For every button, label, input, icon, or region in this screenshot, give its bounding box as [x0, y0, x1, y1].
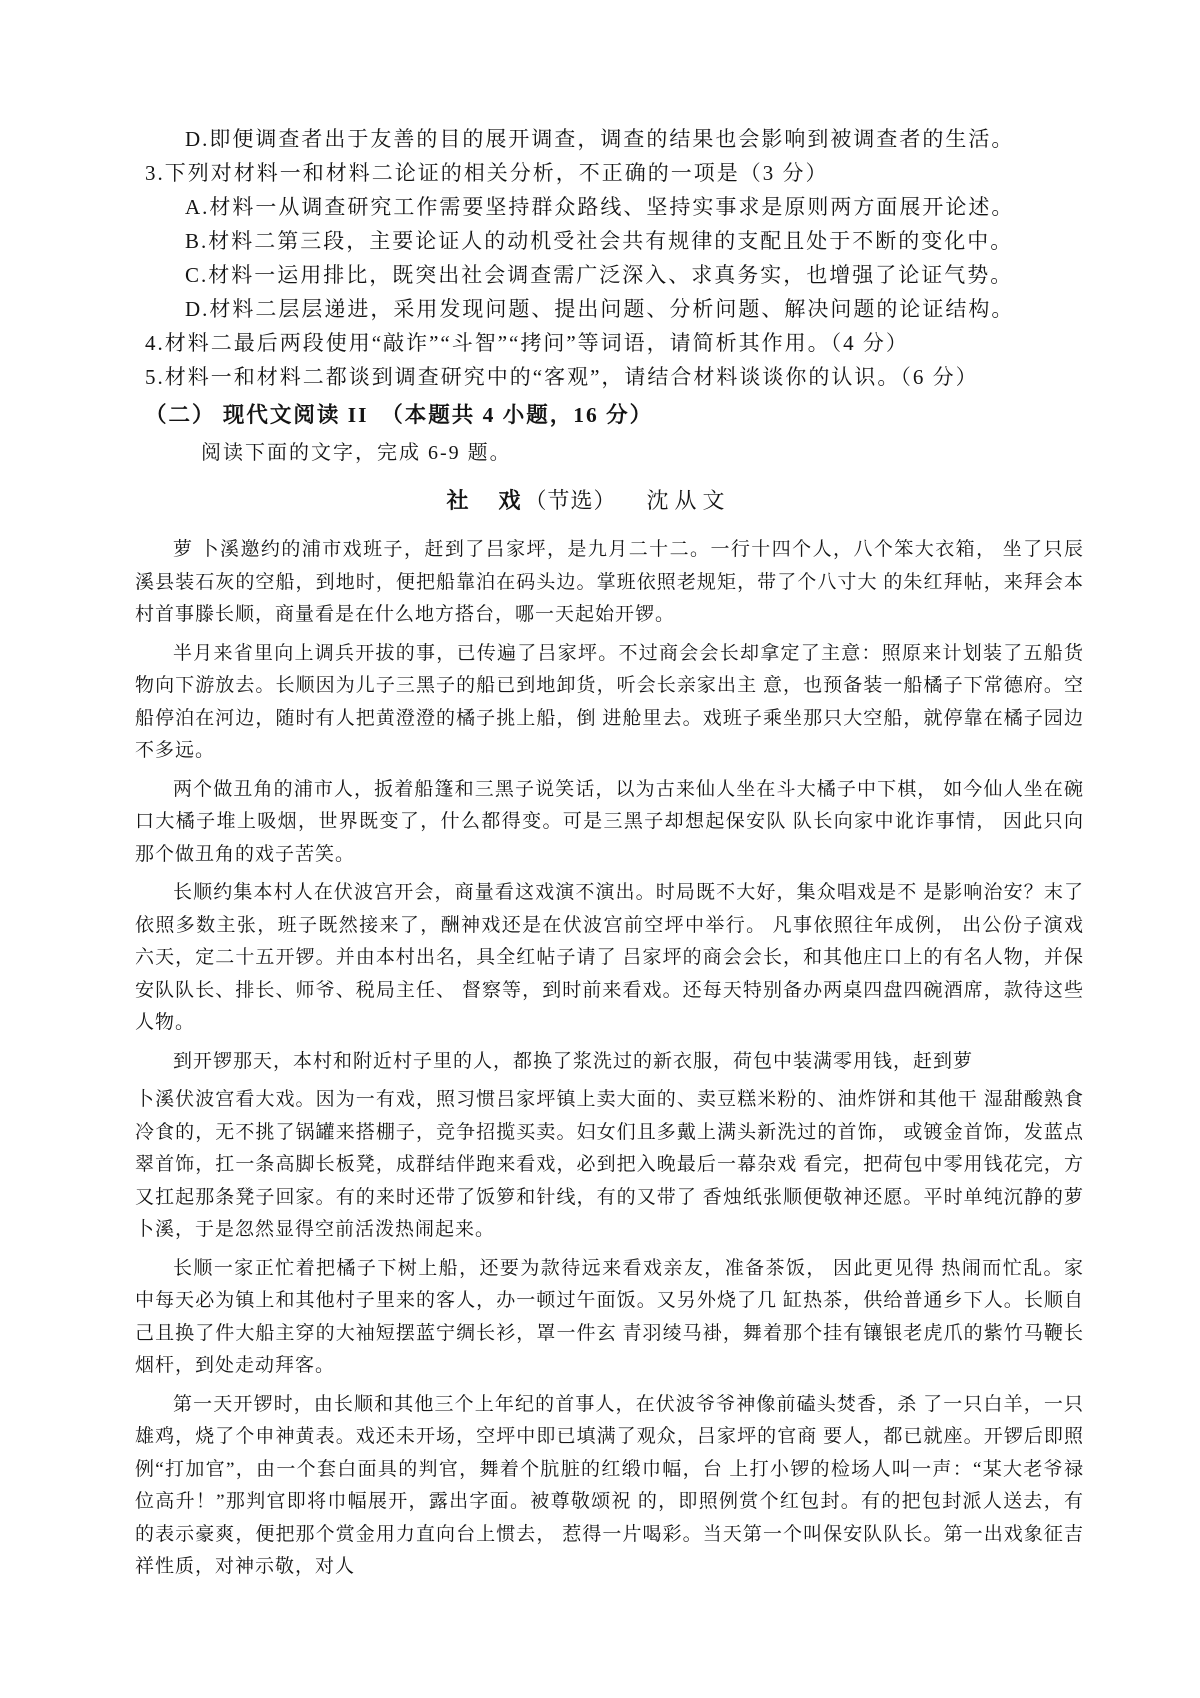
passage-subtitle: （节选）	[524, 488, 617, 513]
passage-paragraph: 到开锣那天，本村和附近村子里的人，都换了浆洗过的新衣服，荷包中装满零用钱，赶到萝	[173, 1050, 974, 1072]
option-line-c-q3: C.材料一运用排比，既突出社会调查需广泛深入、求真务实，也增强了论证气势。	[185, 263, 1014, 287]
passage-body	[135, 534, 1084, 1584]
passage-author: 沈从文	[646, 488, 731, 513]
passage-paragraph: 半月来省里向上调兵开拔的事，已传遍了吕家坪。不过商会会长却拿定了主意：照原来计划装了五船货物向下游放去。长顺因为儿子三黑子的船已到地卸货，听会长亲家出主 意，也预备装一船橘子下常德府。空船停泊在河边，随时有人把黄澄澄的橘子挑上船，倒 进舱里去。戏班子乘坐那只大空船，就停靠在橘子园边不多远。	[135, 642, 1084, 761]
passage-paragraph: 两个做丑角的浦市人，扳着船篷和三黑子说笑话，以为古来仙人坐在斗大橘子中下棋， 如今仙人坐在碗口大橘子堆上吸烟，世界既变了，什么都得变。可是三黑子却想起保安队 队长向家中讹诈事情， 因此只向那个做丑角的戏子苦笑。	[135, 778, 1084, 865]
section-heading: （二） 现代文阅读 II （本题共 4 小题，16 分）	[145, 403, 654, 427]
passage-paragraph: 长顺约集本村人在伏波宫开会，商量看这戏演不演出。时局既不大好，集众唱戏是不 是影响治安？末了依照多数主张，班子既然接来了，酬神戏还是在伏波宫前空坪中举行。 凡事依照往年成例， 出公份子演戏六天，定二十五开锣。并由本村出名，具全红帖子请了 吕家坪的商会会长，和其他庄口上的有名人物，并保安队队长、排长、师爷、税局主任、 督察等，到时前来看戏。还每天特别备办两桌四盘四碗酒席，款待这些人物。	[135, 882, 1084, 1033]
passage-title-line	[145, 484, 1032, 518]
question-line-4: 4.材料二最后两段使用“敲诈”“斗智”“拷问”等词语，请简析其作用。（4 分）	[145, 331, 909, 355]
passage-paragraph: 卜溪伏波宫看大戏。因为一有戏，照习惯吕家坪镇上卖大面的、卖豆糕米粉的、油炸饼和其他干 湿甜酸熟食冷食的，无不挑了锅罐来搭棚子，竞争招揽买卖。妇女们且多戴上满头新洗过的首饰， 或镀金首饰，发蓝点翠首饰，扛一条高脚长板凳，成群结伴跑来看戏，必到把入晚最后一幕杂戏 看完，把荷包中零用钱花完，方又扛起那条凳子回家。有的来时还带了饭箩和针线，有的又带了 香烛纸张顺便敬神还愿。平时单纯沉静的萝 卜溪，于是忽然显得空前活泼热闹起来。	[135, 1089, 1084, 1240]
passage-paragraph: 萝 卜溪邀约的浦市戏班子，赶到了吕家坪，是九月二十二。一行十四个人，八个笨大衣箱， 坐了只辰溪县装石灰的空船，到地时，便把船靠泊在码头边。掌班依照老规矩，带了个八寸大 的朱红拜帖，来拜会本村首事滕长顺，商量看是在什么地方搭台，哪一天起始开锣。	[135, 539, 1084, 625]
passage-paragraph: 长顺一家正忙着把橘子下树上船，还要为款待远来看戏亲友，准备茶饭， 因此更见得 热闹而忙乱。家中每天必为镇上和其他村子里来的客人，办一顿过午面饭。又另外烧了几 缸热茶，供给普通乡下人。长顺自己且换了件大船主穿的大袖短摆蓝宁绸长衫，罩一件玄 青羽绫马褂，舞着那个挂有镶银老虎爪的紫竹马鞭长烟杆，到处走动拜客。	[135, 1257, 1084, 1376]
passage-title: 社 戏	[446, 488, 525, 513]
option-line-d-q2: D.即便调查者出于友善的目的展开调查，调查的结果也会影响到被调查者的生活。	[185, 127, 1015, 151]
option-line-b-q3: B.材料二第三段，主要论证人的动机受社会共有规律的支配且处于不断的变化中。	[185, 229, 1014, 253]
option-line-d-q3: D.材料二层层递进，采用发现问题、提出问题、分析问题、解决问题的论证结构。	[185, 297, 1015, 321]
option-line-a-q3: A.材料一从调查研究工作需要坚持群众路线、坚持实事求是原则两方面展开论述。	[185, 195, 1015, 219]
passage-paragraph: 第一天开锣时，由长顺和其他三个上年纪的首事人，在伏波爷爷神像前磕头焚香，杀 了一只白羊，一只雄鸡，烧了个申神黄表。戏还未开场，空坪中即已填满了观众，吕家坪的官商 要人，都已就座。开锣后即照例“打加官”，由一个套白面具的判官，舞着个肮脏的红缎巾幅，台 上打小锣的检场人叫一声：“某大老爷禄位高升！”那判官即将巾幅展开，露出字面。被尊敬颂祝 的，即照例赏个红包封。有的把包封派人送去，有的表示豪爽，便把那个赏金用力直向台上惯去， 惹得一片喝彩。当天第一个叫保安队队长。第一出戏象征吉祥性质，对神示敬，对人	[135, 1393, 1084, 1577]
question-line-5: 5.材料一和材料二都谈到调查研究中的“客观”，请结合材料谈谈你的认识。（6 分）	[145, 365, 979, 389]
reading-instruction: 阅读下面的文字，完成 6-9 题。	[201, 442, 512, 464]
question-line-3: 3.下列对材料一和材料二论证的相关分析，不正确的一项是（3 分）	[145, 161, 829, 185]
